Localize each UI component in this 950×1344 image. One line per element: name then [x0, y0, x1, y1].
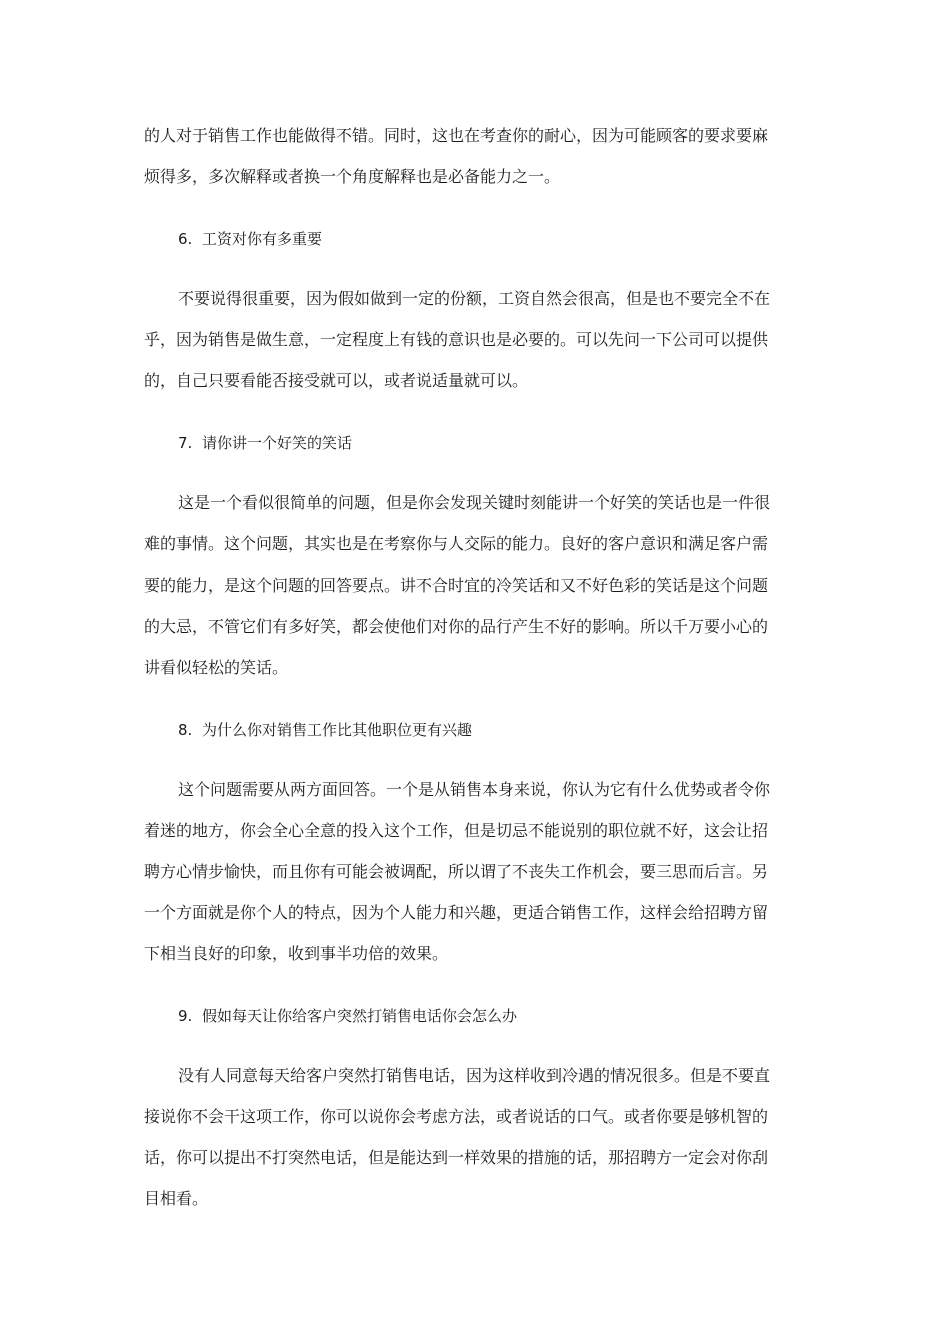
paragraph-line: 难的事情。这个问题，其实也是在考察你与人交际的能力。良好的客户意识和满足客户需	[144, 534, 769, 553]
question-title: 工资对你有多重要	[202, 230, 323, 248]
question-title: 为什么你对销售工作比其他职位更有兴趣	[202, 721, 473, 739]
question-number: 7.	[178, 434, 193, 452]
question-heading-6	[178, 227, 322, 251]
paragraph-line: 这个问题需要从两方面回答。一个是从销售本身来说，你认为它有什么优势或者令你	[178, 780, 771, 799]
paragraph-line: 讲看似轻松的笑话。	[144, 658, 289, 677]
paragraph-line: 烦得多，多次解释或者换一个角度解释也是必备能力之一。	[144, 167, 561, 186]
paragraph-line: 不要说得很重要，因为假如做到一定的份额，工资自然会很高，但是也不要完全不在	[178, 289, 771, 308]
paragraph-line: 下相当良好的印象，收到事半功倍的效果。	[144, 944, 449, 963]
paragraph-line: 乎，因为销售是做生意，一定程度上有钱的意识也是必要的。可以先问一下公司可以提供	[144, 330, 769, 349]
question-heading-8	[178, 718, 472, 742]
paragraph-line: 的，自己只要看能否接受就可以，或者说适量就可以。	[144, 371, 529, 390]
question-heading-9	[178, 1004, 517, 1028]
paragraph-line: 没有人同意每天给客户突然打销售电话，因为这样收到冷遇的情况很多。但是不要直	[178, 1066, 771, 1085]
paragraph-line: 接说你不会干这项工作，你可以说你会考虑方法，或者说话的口气。或者你要是够机智的	[144, 1107, 769, 1126]
paragraph-line: 话，你可以提出不打突然电话，但是能达到一样效果的措施的话，那招聘方一定会对你刮	[144, 1148, 769, 1167]
paragraph-line: 着迷的地方，你会全心全意的投入这个工作，但是切忌不能说别的职位就不好，这会让招	[144, 821, 769, 840]
question-title: 请你讲一个好笑的笑话	[202, 434, 353, 452]
paragraph-line: 的大忌，不管它们有多好笑，都会使他们对你的品行产生不好的影响。所以千万要小心的	[144, 617, 769, 636]
question-title: 假如每天让你给客户突然打销售电话你会怎么办	[202, 1007, 518, 1025]
paragraph-line: 聘方心情步愉快，而且你有可能会被调配，所以谓了不丧失工作机会，要三思而后言。另	[144, 862, 769, 881]
question-number: 6.	[178, 230, 193, 248]
question-number: 8.	[178, 721, 193, 739]
question-number: 9.	[178, 1007, 193, 1025]
paragraph-line: 目相看。	[144, 1189, 209, 1208]
paragraph-line: 这是一个看似很简单的问题，但是你会发现关键时刻能讲一个好笑的笑话也是一件很	[178, 493, 771, 512]
paragraph-line: 一个方面就是你个人的特点，因为个人能力和兴趣，更适合销售工作，这样会给招聘方留	[144, 903, 769, 922]
question-heading-7	[178, 431, 352, 455]
paragraph-line: 要的能力，是这个问题的回答要点。讲不合时宜的冷笑话和又不好色彩的笑话是这个问题	[144, 576, 769, 595]
paragraph-line: 的人对于销售工作也能做得不错。同时，这也在考查你的耐心，因为可能顾客的要求要麻	[144, 126, 769, 145]
